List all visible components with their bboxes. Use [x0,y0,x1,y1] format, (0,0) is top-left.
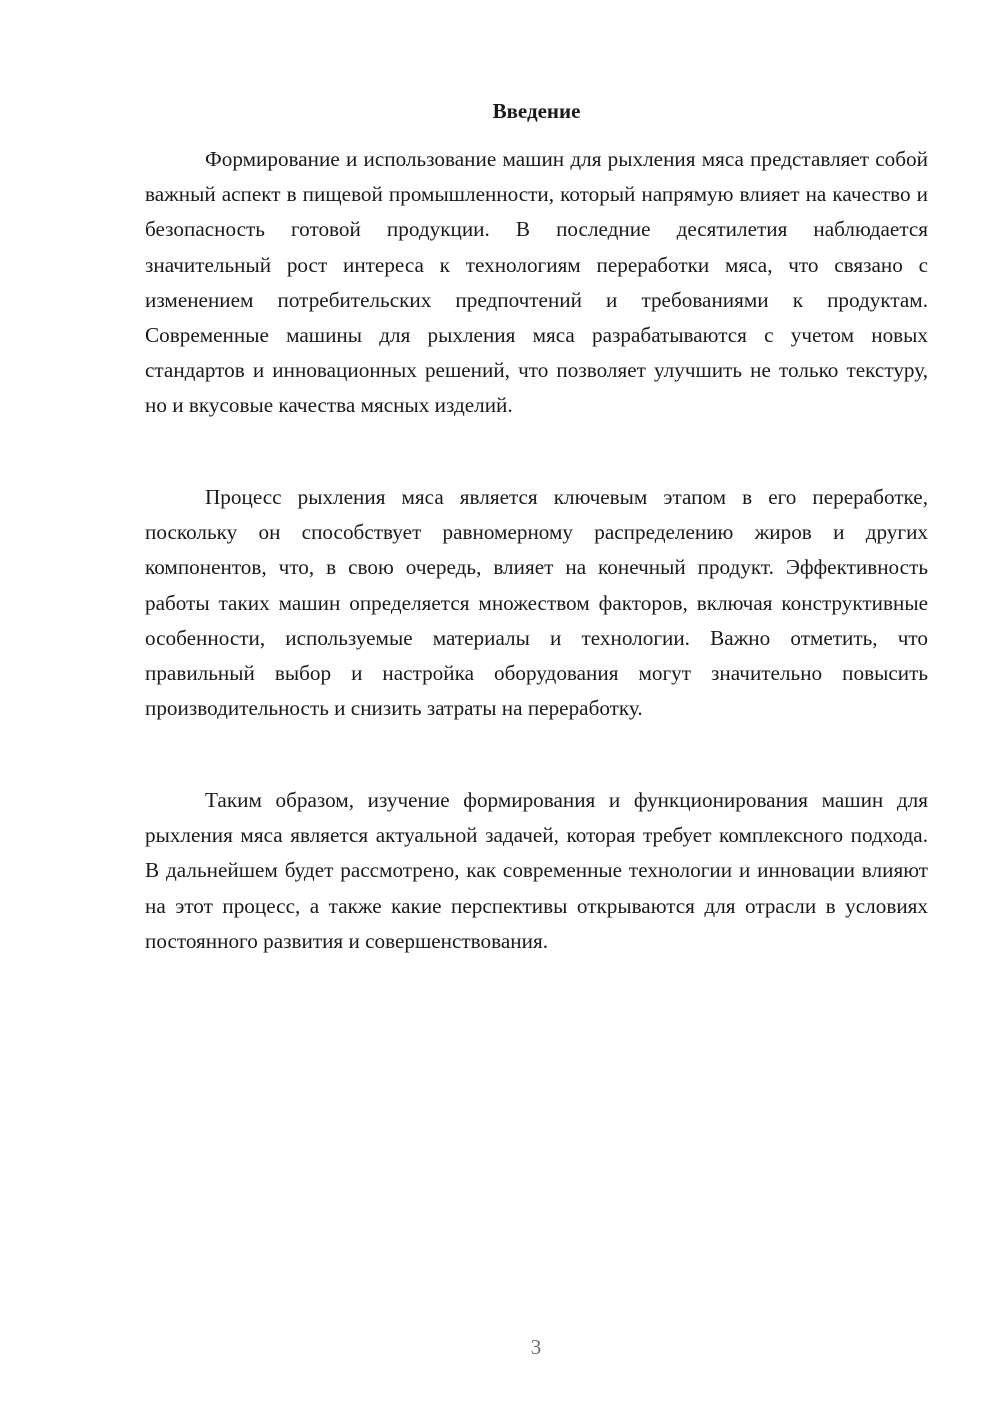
paragraph-2: Процесс рыхления мяса является ключевым этапом в его переработке, поскольку он способствует равномерному распределению жиров и других компонентов, что, в свою очередь, влияет на конечный продукт. Эффективность работы таких машин определяется множеством факторов, включая конструктивные особенности, используемые материалы и технологии. Важно отметить, что правильный выбор и настройка оборудования могут значительно повысить производительность и снизить затраты на переработку. [145,485,928,721]
section-heading: Введение [492,99,581,123]
paragraph-3: Таким образом, изучение формирования и функционирования машин для рыхления мяса является актуальной задачей, которая требует комплексного подхода. В дальнейшем будет рассмотрено, как современные технологии и инновации влияют на этот процесс, а также какие перспективы открываются для отрасли в условиях постоянного развития и совершенствования. [145,788,928,953]
page-number: 3 [530,1335,542,1359]
paragraph-1: Формирование и использование машин для рыхления мяса представляет собой важный аспект в пищевой промышленности, который напрямую влияет на качество и безопасность готовой продукции. В последние десятилетия наблюдается значительный рост интереса к технологиям переработки мяса, что связано с изменением потребительских предпочтений и требованиями к продуктам. Современные машины для рыхления мяса разрабатываются с учетом новых стандартов и инновационных решений, что позволяет улучшить не только текстуру, но и вкусовые качества мясных изделий. [145,147,928,418]
